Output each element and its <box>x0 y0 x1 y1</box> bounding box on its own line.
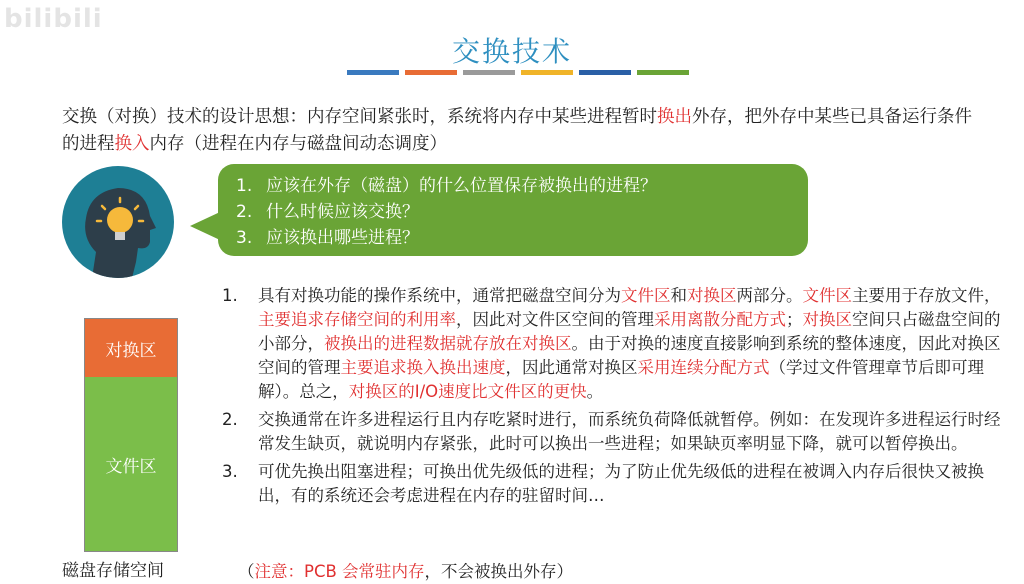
intro-text: 交换（对换）技术的设计思想：内存空间紧张时，系统将内存中某些进程暂时 <box>62 107 657 127</box>
question-text: 应该换出哪些进程？ <box>266 228 419 248</box>
note-emphasis: 注意：PCB 会常驻内存 <box>254 562 425 581</box>
disk-caption: 磁盘存储空间 <box>62 561 164 581</box>
title-color-bar <box>347 70 689 75</box>
item-text: 空间只占磁盘空间的小部分， <box>258 310 1001 353</box>
bilibili-watermark: bilibili <box>4 4 103 34</box>
disk-diagram <box>84 318 178 552</box>
item-number: 2. <box>222 410 238 429</box>
item-number: 3. <box>222 462 238 481</box>
item-emphasis: 采用连续分配方式 <box>637 358 770 377</box>
item-emphasis: 文件区 <box>621 286 671 305</box>
item-emphasis: 采用离散分配方式 <box>654 310 786 329</box>
swap-area-label: 对换区 <box>105 340 157 361</box>
color-bar-segment <box>637 70 689 75</box>
color-bar-segment <box>347 70 399 75</box>
item-emphasis: 文件区 <box>802 286 852 305</box>
explanation-list <box>222 284 1002 512</box>
question-text: 什么时候应该交换？ <box>266 202 419 222</box>
intro-highlight-swap-in: 换入 <box>114 134 150 154</box>
color-bar-segment <box>405 70 457 75</box>
intro-text: 内存（进程在内存与磁盘间动态调度） <box>149 134 447 154</box>
item-text: ； <box>786 310 803 329</box>
pcb-note <box>238 558 573 582</box>
item-emphasis: 主要追求换入换出速度 <box>340 358 506 377</box>
speech-bubble-tail <box>190 212 220 240</box>
color-bar-segment <box>521 70 573 75</box>
item-emphasis: 主要追求存储空间的利用率 <box>258 310 456 329</box>
color-bar-segment <box>463 70 515 75</box>
question-text: 应该在外存（磁盘）的什么位置保存被换出的进程？ <box>266 176 657 196</box>
note-text: ，不会被换出外存） <box>424 562 574 581</box>
question-item <box>236 199 808 225</box>
item-text: 交换通常在许多进程运行且内存吃紧时进行，而系统负荷降低就暂停。例如：在发现许多进程运行时经常发生缺页，就说明内存紧张，此时可以换出一些进程；如果缺页率明显下降，就可以暂停换出。 <box>258 410 1001 453</box>
item-text: 具有对换功能的操作系统中，通常把磁盘空间分为 <box>258 286 621 305</box>
intro-text: 外存，把外存中某些已具备运行条件的进程 <box>62 107 972 154</box>
question-number: 2. <box>236 202 253 222</box>
slide-title: 交换技术 <box>451 35 572 68</box>
item-text: ，因此对文件区空间的管理 <box>456 310 654 329</box>
question-item <box>236 173 808 199</box>
color-bar-segment <box>579 70 631 75</box>
explanation-item <box>222 460 1002 508</box>
question-number: 3. <box>236 228 253 248</box>
item-text: 两部分。 <box>736 286 803 305</box>
file-area-label: 文件区 <box>105 456 157 477</box>
intro-highlight-swap-out: 换出 <box>657 107 692 127</box>
item-text: 。 <box>586 382 604 401</box>
thinking-head-icon <box>62 166 174 278</box>
intro-paragraph <box>62 104 982 158</box>
item-text: （学过文件管理章节后即可理解）。总之， <box>258 358 984 401</box>
question-number: 1. <box>236 176 253 196</box>
item-text: ，因此通常对换区 <box>505 358 638 377</box>
questions-speech-bubble <box>218 164 808 256</box>
swap-area-block <box>85 319 177 377</box>
item-text: 。由于对换的速度直接影响到系统的整体速度，因此对换区空间的管理 <box>258 334 1001 377</box>
item-emphasis: 对换区的I/O速度比文件区的更快 <box>348 382 587 401</box>
item-text: 主要用于存放文件， <box>852 286 1001 305</box>
item-text: 和 <box>670 286 687 305</box>
item-emphasis: 对换区 <box>802 310 852 329</box>
explanation-item <box>222 284 1002 404</box>
item-number: 1. <box>222 286 238 305</box>
item-emphasis: 被换出的进程数据就存放在对换区 <box>324 334 572 353</box>
note-text: （ <box>238 562 255 581</box>
explanation-item <box>222 408 1002 456</box>
item-text: 可优先换出阻塞进程；可换出优先级低的进程；为了防止优先级低的进程在被调入内存后很快又被换出，有的系统还会考虑进程在内存的驻留时间… <box>258 462 984 505</box>
question-item <box>236 225 808 251</box>
item-emphasis: 对换区 <box>687 286 737 305</box>
file-area-block <box>85 377 177 551</box>
